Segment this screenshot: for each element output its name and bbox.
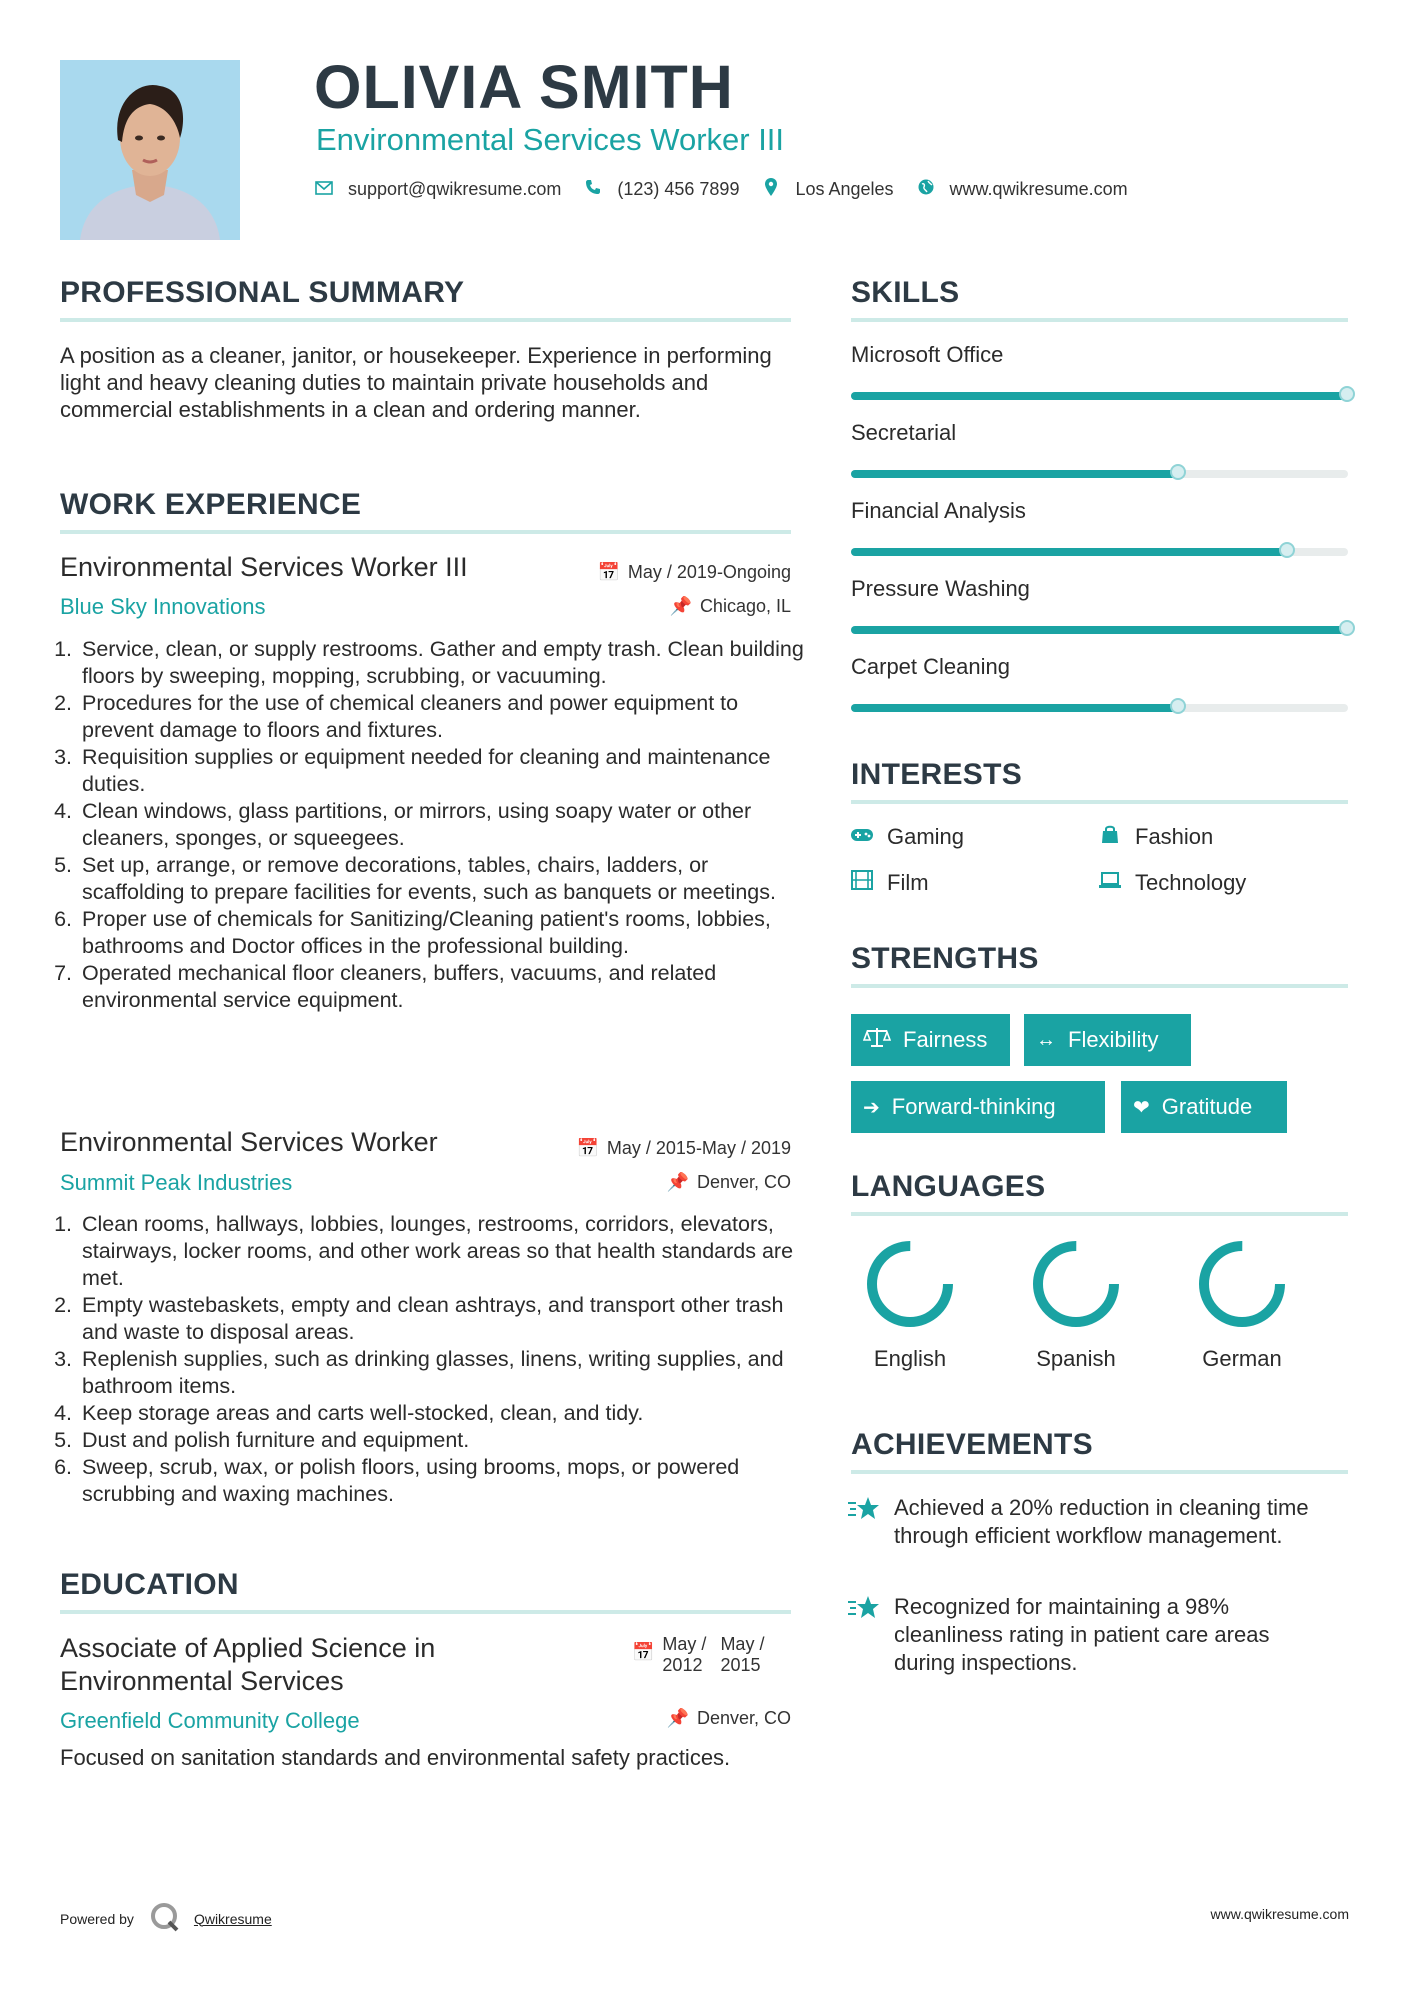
- language-level-ring: [1028, 1236, 1124, 1332]
- candidate-title: Environmental Services Worker III: [316, 122, 785, 157]
- language-item: [1011, 1236, 1141, 1372]
- job-duties-list: [60, 636, 808, 1014]
- job-duty-item: 7. Operated mechanical floor cleaners, buffers, vacuums, and related environmental service equipment.: [78, 960, 808, 1014]
- pushpin-icon: 📌: [666, 1708, 689, 1728]
- globe-icon: [916, 179, 936, 200]
- contact-website[interactable]: www.qwikresume.com: [949, 179, 1128, 199]
- arrow-right-icon: ➔: [863, 1096, 880, 1119]
- calendar-icon: 📅: [632, 1642, 655, 1662]
- education-heading: EDUCATION: [60, 1568, 239, 1601]
- qwikresume-logo-icon: [150, 1902, 180, 1935]
- language-level-arc: [1038, 1246, 1114, 1322]
- language-label: German: [1202, 1346, 1282, 1371]
- interest-fashion: [1097, 824, 1213, 850]
- job-duty-item: 3. Replenish supplies, such as drinking glasses, linens, writing supplies, and bathroom items.: [78, 1346, 808, 1400]
- job-dates: [576, 1138, 791, 1159]
- achievement-item: [848, 1494, 1334, 1550]
- degree-line-2: Environmental Services: [60, 1666, 344, 1696]
- job-duty-item: 6. Proper use of chemicals for Sanitizing/Cleaning patient's rooms, lobbies, bathrooms and Doctor offices in the professional building.: [78, 906, 808, 960]
- job-duty-item: 4. Keep storage areas and carts well-stocked, clean, and tidy.: [78, 1400, 808, 1427]
- languages-heading: LANGUAGES: [851, 1170, 1046, 1203]
- degree-title: [60, 1632, 435, 1698]
- section-divider: [851, 318, 1348, 322]
- gamepad-icon: [849, 826, 875, 849]
- degree-line-1: Associate of Applied Science in: [60, 1633, 436, 1663]
- summary-text: A position as a cleaner, janitor, or housekeeper. Experience in performing light and heavy cleaning duties to maintain private households and commercial establishments in a clean and ordering manner.: [60, 343, 772, 422]
- job-duty-item: 5. Dust and polish furniture and equipment.: [78, 1427, 808, 1454]
- footer-website[interactable]: www.qwikresume.com: [1210, 1906, 1349, 1922]
- strengths-heading: STRENGTHS: [851, 942, 1039, 975]
- section-divider: [851, 1212, 1348, 1216]
- job-dates-text: May / 2015-May / 2019: [606, 1138, 791, 1158]
- arrows-horizontal-icon: ↔: [1036, 1028, 1056, 1051]
- calendar-icon: 📅: [576, 1138, 599, 1158]
- skill-bar-fill: [851, 626, 1348, 634]
- strength-gratitude: [1121, 1081, 1287, 1133]
- calendar-icon: 📅: [597, 562, 620, 582]
- interest-technology: [1097, 870, 1246, 896]
- education-start-month: May /: [662, 1634, 707, 1654]
- phone-icon: [583, 179, 603, 200]
- contact-phone[interactable]: (123) 456 7899: [617, 179, 740, 199]
- job-dates: [597, 562, 791, 583]
- job-duty-item: 3. Requisition supplies or equipment needed for cleaning and maintenance duties.: [78, 744, 808, 798]
- education-dates: [632, 1634, 764, 1676]
- job-dates-text: May / 2019-Ongoing: [627, 562, 791, 582]
- skill-bar: [851, 548, 1348, 556]
- powered-by-label: Powered by: [60, 1910, 134, 1927]
- skill-label: Financial Analysis: [851, 498, 1026, 523]
- skill-bar: [851, 626, 1348, 634]
- job-title: Environmental Services Worker III: [60, 552, 468, 582]
- section-divider: [60, 530, 791, 534]
- pushpin-icon: 📌: [666, 1172, 689, 1192]
- candidate-name: OLIVIA SMITH: [314, 53, 734, 121]
- strength-flexibility: [1024, 1014, 1191, 1066]
- achievements-heading: ACHIEVEMENTS: [851, 1428, 1093, 1461]
- interest-label: Film: [887, 870, 929, 895]
- work-experience-heading: WORK EXPERIENCE: [60, 488, 362, 521]
- interests-heading: INTERESTS: [851, 758, 1023, 791]
- skill-label: Carpet Cleaning: [851, 654, 1010, 679]
- interest-label: Gaming: [887, 824, 965, 849]
- skill-bar-handle: [1279, 542, 1295, 558]
- job-duty-item: 6. Sweep, scrub, wax, or polish floors, using brooms, mops, or powered scrubbing and waxing machines.: [78, 1454, 808, 1508]
- education-end-month: May /: [720, 1634, 765, 1654]
- skill-label: Pressure Washing: [851, 576, 1030, 601]
- job-location-text: Denver, CO: [696, 1172, 791, 1192]
- skill-bar: [851, 392, 1348, 400]
- strength-label: Flexibility: [1068, 1027, 1159, 1052]
- job-duty-item: 1. Clean rooms, hallways, lobbies, lounges, restrooms, corridors, elevators, stairways, locker rooms, and other work areas so that health standards are met.: [78, 1211, 808, 1292]
- language-label: Spanish: [1036, 1346, 1116, 1371]
- skill-label: Microsoft Office: [851, 342, 1004, 367]
- heart-icon: ❤: [1133, 1096, 1150, 1119]
- laptop-icon: [1097, 871, 1123, 895]
- pushpin-icon: 📌: [669, 596, 692, 616]
- section-divider: [60, 1610, 791, 1614]
- language-item: [845, 1236, 975, 1372]
- skill-bar-handle: [1339, 386, 1355, 402]
- strength-fairness: [851, 1014, 1010, 1066]
- language-level-ring: [1194, 1236, 1290, 1332]
- achievement-text: Recognized for maintaining a 98% cleanliness rating in patient care areas during inspections.: [894, 1594, 1270, 1675]
- shopping-bag-icon: [1097, 824, 1123, 850]
- interest-label: Technology: [1135, 870, 1247, 895]
- job-location: [667, 1172, 791, 1193]
- language-label: English: [873, 1346, 947, 1371]
- language-item: [1177, 1236, 1307, 1372]
- achievement-item: [848, 1593, 1334, 1677]
- profile-photo: [60, 60, 240, 240]
- contact-location: Los Angeles: [795, 179, 894, 199]
- job-duty-item: 5. Set up, arrange, or remove decorations, tables, chairs, ladders, or scaffolding to prepare facilities for events, such as banquets or meetings.: [78, 852, 808, 906]
- skill-bar-fill: [851, 470, 1179, 478]
- strength-forward-thinking: [851, 1081, 1105, 1133]
- star-icon: [848, 1593, 894, 1677]
- skill-label: Secretarial: [851, 420, 957, 445]
- map-pin-icon: [761, 178, 781, 201]
- education-location: [667, 1708, 791, 1729]
- contact-email[interactable]: support@qwikresume.com: [348, 179, 562, 199]
- film-icon: [849, 870, 875, 896]
- strength-label: Forward-thinking: [891, 1094, 1056, 1119]
- qwikresume-link[interactable]: Qwikresume: [193, 1910, 272, 1927]
- balance-scale-icon: [863, 1026, 891, 1054]
- envelope-icon: [314, 179, 334, 200]
- summary-heading: PROFESSIONAL SUMMARY: [60, 276, 465, 309]
- interest-film: [849, 870, 929, 896]
- achievement-text: Achieved a 20% reduction in cleaning time through efficient workflow management.: [894, 1495, 1309, 1548]
- skill-bar: [851, 704, 1348, 712]
- education-location-text: Denver, CO: [696, 1708, 791, 1728]
- section-divider: [851, 984, 1348, 988]
- job-duties-list: [60, 1211, 808, 1508]
- education-description: Focused on sanitation standards and environmental safety practices.: [60, 1745, 731, 1770]
- job-duty-item: 2. Empty wastebaskets, empty and clean ashtrays, and transport other trash and waste to disposal areas.: [78, 1292, 808, 1346]
- star-icon: [848, 1494, 894, 1550]
- education-start-year: 2012: [662, 1655, 703, 1675]
- job-duty-item: 2. Procedures for the use of chemical cleaners and power equipment to prevent damage to floors and fixtures.: [78, 690, 808, 744]
- school-name: Greenfield Community College: [60, 1708, 360, 1733]
- skill-bar-handle: [1170, 698, 1186, 714]
- skill-bar-fill: [851, 548, 1288, 556]
- job-location: [670, 596, 791, 617]
- skill-bar-handle: [1339, 620, 1355, 636]
- section-divider: [851, 1470, 1348, 1474]
- job-title: Environmental Services Worker: [60, 1127, 438, 1157]
- skill-bar: [851, 470, 1348, 478]
- skills-heading: SKILLS: [851, 276, 960, 309]
- contact-bar: [314, 178, 1150, 201]
- skill-bar-fill: [851, 704, 1179, 712]
- education-end-year: 2015: [720, 1655, 761, 1675]
- section-divider: [60, 318, 791, 322]
- interest-gaming: [849, 824, 964, 850]
- job-duty-item: 4. Clean windows, glass partitions, or mirrors, using soapy water or other cleaners, sponges, or squeegees.: [78, 798, 808, 852]
- section-divider: [851, 800, 1348, 804]
- interest-label: Fashion: [1135, 824, 1214, 849]
- strength-label: Fairness: [903, 1027, 988, 1052]
- job-company: Summit Peak Industries: [60, 1170, 293, 1195]
- strength-label: Gratitude: [1161, 1094, 1253, 1119]
- job-duty-item: 1. Service, clean, or supply restrooms. Gather and empty trash. Clean building floors by sweeping, mopping, scrubbing, or vacuuming.: [78, 636, 808, 690]
- job-location-text: Chicago, IL: [699, 596, 791, 616]
- job-company: Blue Sky Innovations: [60, 594, 266, 619]
- skill-bar-fill: [851, 392, 1348, 400]
- language-level-arc: [872, 1246, 948, 1322]
- language-level-arc: [1204, 1246, 1280, 1322]
- footer-powered-by: [60, 1902, 272, 1935]
- language-level-ring: [862, 1236, 958, 1332]
- skill-bar-handle: [1170, 464, 1186, 480]
